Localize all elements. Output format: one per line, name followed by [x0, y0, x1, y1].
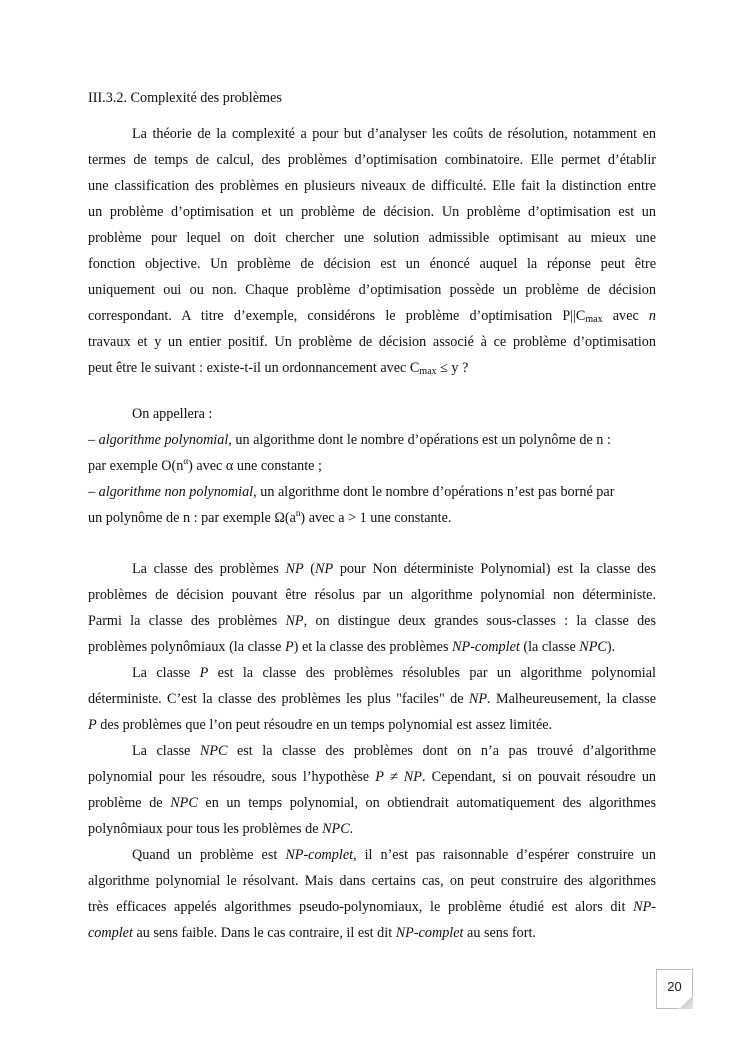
paragraph-line: termes de temps de calcul, des problèmes d’optimisation combinatoire. Elle permet d’établir: [88, 152, 656, 168]
paragraph-line: polynômiaux pour tous les problèmes de NPC.: [88, 821, 354, 837]
list-item: – algorithme non polynomial, un algorithme dont le nombre d’opérations n’est pas borné par: [88, 484, 615, 500]
paragraph-line: P des problèmes que l’on peut résoudre en un temps polynomial est assez limitée.: [88, 717, 553, 733]
paragraph-line: On appellera :: [132, 406, 213, 422]
paragraph-line: La classe des problèmes NP (NP pour Non déterministe Polynomial) est la classe des: [132, 561, 656, 577]
paragraph-line: complet au sens faible. Dans le cas contraire, il est dit NP-complet au sens fort.: [88, 925, 536, 941]
paragraph-line: problème pour lequel on doit chercher une solution admissible optimisant au mieux une: [88, 230, 656, 246]
paragraph-line: correspondant. A titre d’exemple, considérons le problème d’optimisation $P||C_{max}$ avec n: [88, 308, 656, 325]
paragraph-line: peut être le suivant : existe-t-il un ordonnancement avec $C_{max} \le y$ ?: [88, 360, 469, 377]
section-heading: III.3.2. Complexité des problèmes: [88, 90, 282, 106]
paragraph-line: très efficaces appelés algorithmes pseudo-polynomiaux, le problème étudié est alors dit NP-: [88, 899, 656, 915]
paragraph-line: problèmes polynômiaux (la classe P) et la classe des problèmes NP-complet (la classe NPC).: [88, 639, 616, 655]
paragraph-line: La classe P est la classe des problèmes résolubles par un algorithme polynomial: [132, 665, 656, 681]
paragraph-line: problèmes de décision pouvant être résolus par un algorithme polynomial non déterministe.: [88, 587, 656, 603]
paragraph-line: Quand un problème est NP-complet, il n’est pas raisonnable d’espérer construire un: [132, 847, 656, 863]
list-item-example: un polynôme de n : par exemple $\Omega(a^n)$ avec a > 1 une constante.: [88, 508, 452, 526]
paragraph-line: fonction objective. Un problème de décision est un énoncé auquel la réponse peut être: [88, 256, 656, 272]
list-item: – algorithme polynomial, un algorithme dont le nombre d’opérations est un polynôme de n :: [88, 432, 611, 448]
paragraph-line: polynomial pour les résoudre, sous l’hypothèse P ≠ NP. Cependant, si on pouvait résoudre un: [88, 769, 657, 785]
paragraph-line: uniquement oui ou non. Chaque problème d’optimisation possède un problème de décision: [88, 282, 656, 298]
paragraph-line: algorithme polynomial le résolvant. Mais dans certains cas, on peut construire des algorithmes: [88, 873, 656, 889]
paragraph-line: travaux et y un entier positif. Un problème de décision associé à ce problème d’optimisation: [88, 334, 656, 350]
paragraph-line: Parmi la classe des problèmes NP, on distingue deux grandes sous-classes : la classe des: [88, 613, 656, 629]
list-item-example: par exemple $O(n^\alpha)$ avec α une constante ;: [88, 456, 322, 474]
paragraph-line: problème de NPC en un temps polynomial, on obtiendrait automatiquement des algorithmes: [88, 795, 656, 811]
page-curl-icon: [679, 996, 693, 1009]
paragraph-line: un problème d’optimisation et un problème de décision. Un problème d’optimisation est un: [88, 204, 656, 220]
paragraph-line: une classification des problèmes en plusieurs niveaux de difficulté. Elle fait la distinction entre: [88, 178, 656, 194]
paragraph-line: déterministe. C’est la classe des problèmes les plus "faciles" de NP. Malheureusement, la classe: [88, 691, 656, 707]
page-number-box: [656, 969, 693, 1009]
paragraph-line: La classe NPC est la classe des problèmes dont on n’a pas trouvé d’algorithme: [132, 743, 656, 759]
paragraph-line: La théorie de la complexité a pour but d’analyser les coûts de résolution, notamment en: [132, 126, 656, 142]
page-number: 20: [667, 979, 682, 994]
